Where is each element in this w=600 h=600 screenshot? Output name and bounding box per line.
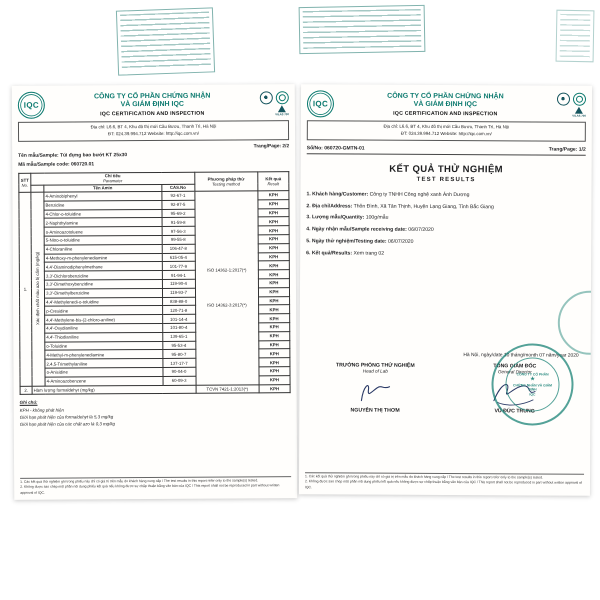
amine-cas: 119-93-7 bbox=[162, 288, 195, 297]
amine-name: p-Cresidine bbox=[45, 306, 162, 316]
amine-cas: 101-80-4 bbox=[162, 323, 195, 332]
report-info-item bbox=[306, 238, 585, 246]
results-table bbox=[18, 171, 290, 395]
vilas-label: VILAS 700 bbox=[275, 112, 289, 117]
table-header-row bbox=[19, 171, 289, 185]
report-title: KẾT QUẢ THỬ NGHIỆM bbox=[389, 163, 504, 175]
company-name-vi: CÔNG TY CỔ PHẦN CHỨNG NHẬN bbox=[387, 92, 504, 100]
amine-cas: 106-47-8 bbox=[162, 244, 195, 253]
result-value: KPH bbox=[258, 252, 289, 261]
address-box bbox=[18, 120, 289, 141]
amine-cas: 120-71-8 bbox=[162, 306, 195, 315]
result-value: KPH bbox=[258, 305, 289, 314]
footnotes bbox=[20, 476, 291, 496]
seal-text: CHỨNG NHẬN VÀ GIÁM ĐỊNH bbox=[512, 383, 552, 392]
notes-title: Ghi chú: bbox=[19, 400, 38, 406]
amine-name: 4,4'-Methylene-bis-(2-chloro-aniline) bbox=[45, 315, 162, 325]
result-value: KPH bbox=[258, 270, 289, 279]
group-label-cell bbox=[31, 192, 45, 386]
logo-text: IQC bbox=[312, 99, 329, 109]
report-info-item bbox=[306, 227, 585, 235]
amine-name: 3,3'-Dimethoxybenzidine bbox=[45, 279, 162, 289]
note-line: Giới hạn phát hiện của formaldehyt là 5,3 mg/kg bbox=[19, 414, 114, 420]
contact-line: ĐT: 024.39.994.712 Website: http://iqc.com.vn/ bbox=[400, 130, 492, 137]
header-method: Phương pháp thử Testing method bbox=[194, 172, 257, 192]
vilas-triangle-icon bbox=[278, 105, 286, 112]
accreditation-mark-icon bbox=[573, 92, 586, 105]
scan-stamp-corner bbox=[556, 10, 595, 63]
result-value: KPH bbox=[258, 279, 289, 288]
item-label: 4. Ngày nhận mẫu/Sample receiving date: bbox=[306, 226, 407, 234]
amine-cas: 101-77-9 bbox=[162, 262, 195, 271]
note-line: Giới hạn phát hiện của các chất azo là 0,3 mg/kg bbox=[19, 421, 115, 427]
amine-name: o-Anisidine bbox=[45, 367, 162, 377]
result-value: KPH bbox=[258, 296, 289, 305]
accreditation-marks bbox=[557, 92, 586, 118]
item-label: 1. Khách hàng/Customer: bbox=[306, 190, 369, 198]
amine-cas: 615-05-4 bbox=[162, 253, 195, 262]
item-value: Thôn Đình, Xã Tân Thịnh, Huyện Lạng Giang, Tỉnh Bắc Giang bbox=[353, 203, 494, 210]
subheader-amine: Tên Amin bbox=[44, 184, 161, 192]
amine-cas: 119-90-4 bbox=[162, 279, 195, 288]
footnote-line: 2. Không được sao chép một phần nội dung phiếu kết quả nếu không được sự chấp thuận bằng văn bản của IQC / This report shall not be reproduced in part without written approval of IQC. bbox=[20, 483, 280, 495]
header-result: Kết quả Result bbox=[258, 171, 289, 191]
group-stt: 1. bbox=[19, 192, 32, 386]
amine-cas: 101-14-4 bbox=[162, 314, 195, 323]
company-name-block bbox=[338, 92, 553, 117]
amine-name: 4-Aminoazobenzene bbox=[45, 376, 162, 386]
report-number-row bbox=[307, 145, 586, 155]
stamp-text-lines bbox=[120, 11, 211, 71]
amine-cas: 91-94-1 bbox=[162, 270, 195, 279]
scan-stamp-top-left bbox=[116, 7, 215, 75]
company-name-vi: VÀ GIÁM ĐỊNH IQC bbox=[120, 100, 184, 108]
result-value: KPH bbox=[259, 358, 290, 367]
report-subtitle: TEST RESULTS bbox=[416, 176, 476, 183]
amine-name: Benzidine bbox=[44, 200, 161, 210]
result-value: KPH bbox=[258, 261, 289, 270]
subheader-cas: CAS.No bbox=[161, 184, 194, 191]
amine-name: 2-Naphthylamine bbox=[44, 218, 161, 228]
formaldehyde-row bbox=[20, 384, 290, 394]
sample-name: Tên mẫu/Sample: Túi đựng bao bướt KT 25x30 bbox=[18, 153, 128, 159]
item-value: 06/07/2020 bbox=[408, 227, 434, 234]
amine-name: 4-Methoxy-m-phenylenediamine bbox=[44, 253, 161, 263]
accreditation-mark-icon bbox=[275, 91, 288, 104]
result-value: KPH bbox=[258, 208, 289, 217]
method-iso-3: ISO 14362-3:2017(*) bbox=[206, 302, 247, 308]
method-iso-1: ISO 14362-1:2017(*) bbox=[206, 267, 247, 273]
company-name-block bbox=[49, 92, 256, 117]
report-info-item bbox=[306, 215, 585, 223]
footnotes bbox=[305, 472, 584, 492]
signature-icon bbox=[353, 378, 397, 406]
vilas-label: VILAS 700 bbox=[572, 113, 586, 118]
notes-block bbox=[20, 398, 291, 429]
result-value: KPH bbox=[258, 314, 289, 323]
result-value: KPH bbox=[259, 331, 290, 340]
testing-method-cell: TCVN 7421-1:2013(*) bbox=[196, 384, 259, 393]
amine-name: o-Toluidine bbox=[45, 341, 162, 351]
parameter-name: Hàm lượng formaldehyt (mg/kg) bbox=[32, 385, 196, 395]
document-page-2 bbox=[12, 84, 298, 500]
result-value: KPH bbox=[259, 375, 290, 384]
amine-cas: 838-88-0 bbox=[162, 297, 195, 306]
amine-name: 3,3'-Dichlorobenzidine bbox=[44, 271, 161, 281]
address-line: Địa chỉ: L6.6, BT 4, Khu đô thị mới Cầu Bươu, Thanh Trì, Hà Nội bbox=[383, 123, 510, 130]
seal-text: IQC bbox=[529, 392, 536, 397]
amine-name: 4,4'-Oxydianiline bbox=[45, 323, 162, 333]
result-value: KPH bbox=[258, 191, 289, 200]
result-value: KPH bbox=[259, 367, 290, 376]
report-info-item bbox=[306, 250, 585, 258]
address-box bbox=[307, 120, 586, 141]
item-label: 3. Lượng mẫu/Quantity: bbox=[306, 214, 365, 221]
letterhead bbox=[18, 90, 289, 119]
stamp-text-lines bbox=[560, 14, 591, 59]
logo-text: IQC bbox=[23, 100, 39, 110]
result-value: KPH bbox=[258, 217, 289, 226]
amine-name: o-Aminoazotoluene bbox=[44, 227, 161, 237]
sign-title: TRƯỞNG PHÒNG THỬ NGHIỆM bbox=[335, 362, 415, 370]
amine-cas: 99-55-8 bbox=[162, 235, 195, 244]
amine-name: 4-Methyl-m-phenylenediamine bbox=[45, 350, 162, 360]
iqc-logo-icon bbox=[307, 90, 334, 117]
amine-name: 4,4'-Methylenedi-o-toluidine bbox=[45, 297, 162, 307]
result-value: KPH bbox=[258, 200, 289, 209]
seal-text: CÔNG TY CỔ PHẦN bbox=[516, 372, 549, 377]
company-seal bbox=[491, 343, 573, 425]
item-label: 5. Ngày thử nghiệm/Testing date: bbox=[306, 238, 387, 245]
report-info-item bbox=[306, 203, 585, 211]
subheader-spacer bbox=[31, 185, 44, 192]
amine-name: 4-Chloraniline bbox=[44, 244, 161, 254]
vilas-triangle-icon bbox=[575, 106, 583, 113]
amine-cas: 90-04-0 bbox=[162, 367, 195, 376]
amine-cas: 92-67-1 bbox=[161, 191, 194, 200]
amine-name: 4-Aminobiphenyl bbox=[44, 191, 161, 201]
report-info-item bbox=[306, 191, 585, 199]
footnote-line: 1. Các kết quả thử nghiệm ghi trong phiếu này chỉ có giá trị trên mẫu do khách hàng cung cấp / The test results in this report refer only to the sample(s) tested. bbox=[20, 478, 259, 485]
amine-cas: 91-59-8 bbox=[162, 218, 195, 227]
amine-cas: 95-69-2 bbox=[161, 209, 194, 218]
address-line: Địa chỉ: L6.6, BT 4, Khu đô thị mới Cầu Bươu, Thanh Trì, Hà Nội bbox=[90, 123, 217, 130]
result-value: KPH bbox=[258, 235, 289, 244]
sign-subtitle: General Director bbox=[497, 369, 532, 375]
item-label: 2. Địa chỉ/Address: bbox=[306, 202, 353, 210]
amine-name: 4-Chlor-o-toluidine bbox=[44, 209, 161, 219]
item-value: 06/07/2020 bbox=[387, 238, 414, 245]
page-number: Trang/Page: 1/2 bbox=[548, 146, 586, 153]
footnote-line: 1. Các kết quả thử nghiệm ghi trong phiếu này chỉ có giá trị trên mẫu do khách hàng cung cấp / The test results in this report refer only to the sample(s) tested. bbox=[305, 474, 544, 480]
contact-line: ĐT: 024.39.994.712 Website: http://iqc.com.vn/ bbox=[108, 130, 200, 137]
testing-method-cell bbox=[194, 191, 258, 385]
footnote-line: 2. Không được sao chép một phần nội dung phiếu kết quả nếu không được sự chấp thuận bằng văn bản của IQC / This report shall not be reproduced in part without written approval of IQC. bbox=[304, 479, 582, 490]
amine-cas: 95-80-7 bbox=[162, 350, 195, 359]
company-seal-inner bbox=[505, 357, 559, 411]
amine-name: 2,4,5-Trimethylaniline bbox=[45, 359, 162, 369]
result-value: KPH bbox=[259, 384, 290, 393]
iqc-logo-icon bbox=[18, 92, 45, 119]
scan-stamp-top-right bbox=[299, 5, 426, 54]
document-page-1 bbox=[299, 84, 592, 496]
header-stt: STT No. bbox=[19, 173, 31, 192]
note-line: KPH - không phát hiện bbox=[19, 407, 64, 413]
company-name-vi: CÔNG TY CỔ PHẦN CHỨNG NHẬN bbox=[93, 92, 211, 100]
signer-name: NGUYỄN THỊ THƠM bbox=[350, 407, 400, 415]
date-line: Hà Nội, ngày/date 10 tháng/month 07 năm/year 2020 bbox=[463, 353, 579, 360]
amine-cas: 92-87-5 bbox=[161, 200, 194, 209]
group-label: Xác định chất màu azo bị cấm (mg/kg) bbox=[34, 251, 40, 326]
sign-title: TỔNG GIÁM ĐỐC bbox=[493, 363, 537, 370]
item-value: Công ty TNHH Công nghệ xanh Ánh Dương bbox=[369, 191, 470, 198]
amine-cas: 137-17-7 bbox=[162, 358, 195, 367]
amine-cas: 95-53-4 bbox=[162, 341, 195, 350]
sign-subtitle: Head of Lab bbox=[362, 368, 388, 375]
amine-cas: 97-56-3 bbox=[162, 226, 195, 235]
result-value: KPH bbox=[259, 340, 290, 349]
signer-name: VŨ ĐỨC TRUNG bbox=[494, 408, 535, 415]
row-stt: 2. bbox=[20, 386, 32, 395]
result-value: KPH bbox=[258, 226, 289, 235]
company-name-en: IQC CERTIFICATION AND INSPECTION bbox=[393, 110, 498, 117]
amine-name: 4,4'-Diaminodiphenylmethane bbox=[44, 262, 161, 272]
amine-name: 3,3'-Dimethylbenzidine bbox=[45, 288, 162, 298]
result-value: KPH bbox=[259, 349, 290, 358]
page-number: Trang/Page: 2/2 bbox=[253, 143, 290, 150]
stamp-text-lines bbox=[303, 9, 422, 50]
partial-seal bbox=[558, 291, 592, 355]
star-icon: ★ bbox=[529, 376, 536, 383]
amine-cas: 139-65-1 bbox=[162, 332, 195, 341]
accreditation-mark-icon bbox=[557, 92, 570, 105]
result-value: KPH bbox=[259, 323, 290, 332]
report-number: Số/No: 060720-GMTN-01 bbox=[306, 144, 365, 152]
amine-name: 5-Nitro-o-toluidine bbox=[44, 235, 161, 245]
accreditation-marks bbox=[260, 91, 289, 117]
item-label: 6. Kết quả/Results: bbox=[306, 250, 353, 257]
accreditation-mark-icon bbox=[260, 91, 273, 104]
report-info-list bbox=[306, 191, 585, 258]
company-name-vi: VÀ GIÁM ĐỊNH IQC bbox=[413, 100, 478, 108]
result-value: KPH bbox=[258, 243, 289, 252]
amine-name: 4,4'-Thiodianiline bbox=[45, 332, 162, 342]
company-name-en: IQC CERTIFICATION AND INSPECTION bbox=[100, 110, 205, 117]
letterhead bbox=[307, 90, 586, 118]
item-value: 100g/mẫu bbox=[365, 214, 389, 222]
amine-cas: 60-09-3 bbox=[163, 376, 196, 385]
sample-code: Mã mẫu/Sample code: 060720.01 bbox=[18, 162, 95, 168]
header-parameter: Chỉ tiêu Parameter bbox=[31, 172, 195, 185]
signature-block-left bbox=[305, 363, 445, 415]
result-value: KPH bbox=[258, 287, 289, 296]
item-value: Xem trang 02 bbox=[353, 250, 385, 257]
